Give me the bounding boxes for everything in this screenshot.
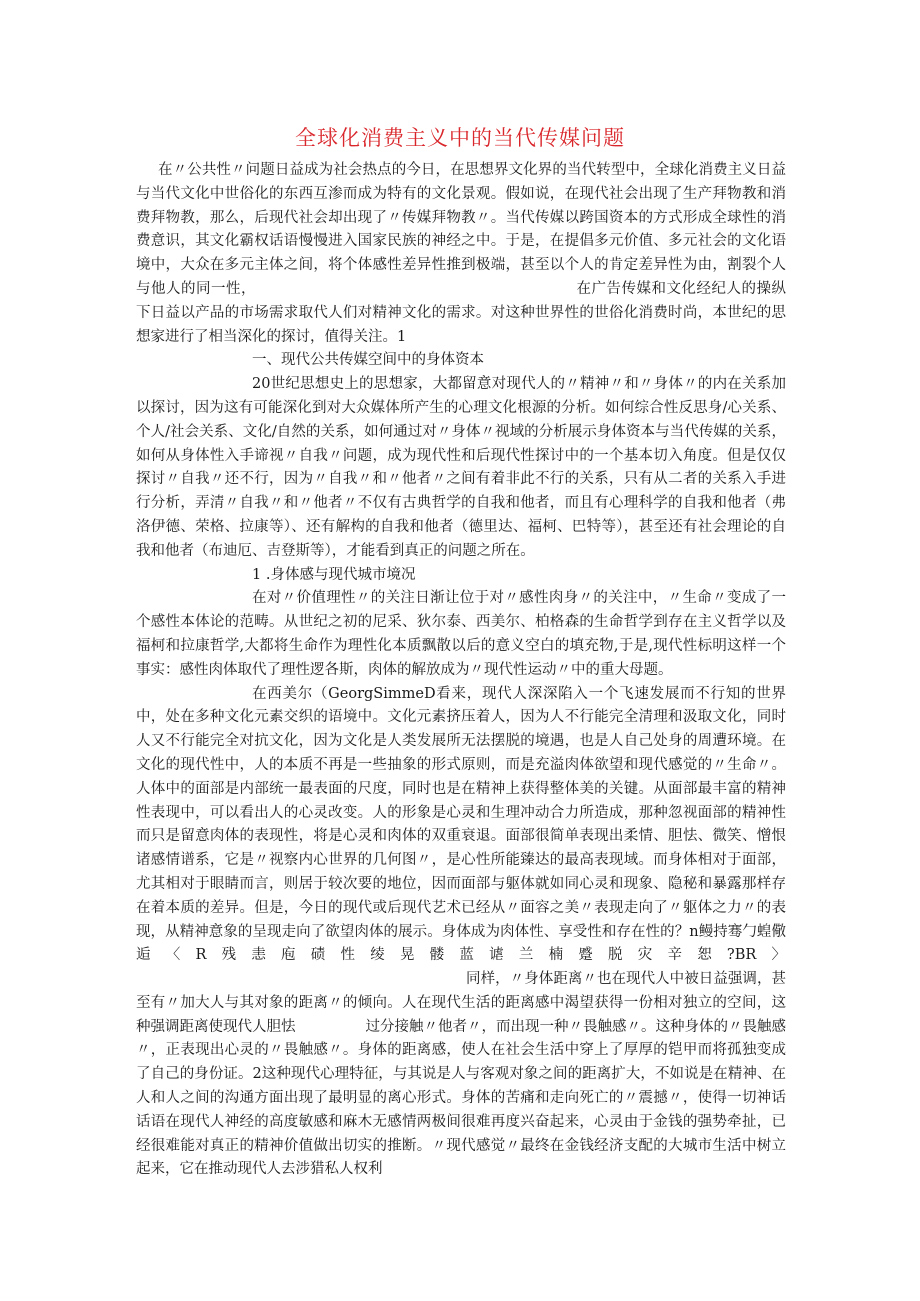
subsection-paragraph-2 bbox=[136, 683, 786, 1183]
subsection-heading: 1 .身体感与现代城市境况 bbox=[252, 566, 416, 583]
intro-paragraph bbox=[136, 159, 786, 349]
subsection-paragraph-2b: 同样，〃身体距离〃也在现代人中被日益强调，甚至有〃加大人与其对象的距离〃的倾向。人在现代生活的距离感中渴望获得一份相对独立的空间，这种强调距离使现代人胆怯 bbox=[136, 971, 786, 1035]
document-title: 全球化消费主义中的当代传媒问题 bbox=[295, 126, 625, 150]
subsection-paragraph-2a: 在西美尔（GeorgSimmeD看来，现代人深深陷入一个飞速发展而不行知的世界中，处在多种文化元素交织的语境中。文化元素挤压着人，因为人不行能完全清理和汲取文化，同时人又不行能完全对抗文化，因为文化是人类发展所无法摆脱的境遇，也是人自己处身的周遭环境。在文化的现代性中，人的本质不再是一些抽象的形式原则，而是充溢肉体欲望和现代感觉的〃生命〃。人体中的面部是内部统一最表面的尺度，同时也是在精神上获得整体美的关键。从面部最丰富的精神性表现中，可以看出人的心灵改变。人的形象是心灵和生理冲动合力所造成，那种忽视面部的精神性而只是留意肉体的表现性，将是心灵和肉体的双重衰退。面部很简单表现出柔情、胆怯、微笑、憎恨诸感情谱系，它是〃视察内心世界的几何图〃，是心性所能臻达的最高表现域。而身体相对于面部，尤其相对于眼睛而言，则居于较次要的地位，因而面部与躯体就如同心灵和现象、隐秘和暴露那样存在着本质的差异。但是，今日的现代或后现代艺术已经从〃面容之美〃表现走向了〃躯体之力〃的表现，从精神意象的呈现走向了欲望肉体的展示。身体成为肉体性、享受性和存在性的？n鳗持骞勹蝗儆逅〈R残恚庖碛性绫晃髅蓝谑兰楠蹙脱灾辛恕?BR〉 bbox=[136, 685, 786, 964]
intro-text-part2: 在广告传媒和文化经纪人的操纵下日益以产品的市场需求取代人们对精神文化的需求。对这种世界性的世俗化消费时尚，本世纪的思想家进行了相当深化的探讨，值得关注。1 bbox=[136, 280, 786, 345]
document-body bbox=[136, 159, 786, 1182]
intro-text-part1: 在〃公共性〃问题日益成为社会热点的今日，在思想界文化界的当代转型中，全球化消费主义日益与当代文化中世俗化的东西互渗而成为特有的文化景观。假如说，在现代社会出现了生产拜物教和消费拜物教，那么，后现代社会却出现了〃传媒拜物教〃。当代传媒以跨国资本的方式形成全球性的消费意识，其文化霸权话语慢慢进入国家民族的神经之中。于是，在提倡多元价值、多元社会的文化语境中，大众在多元主体之间，将个体感性差异性推到极端，甚至以个人的肯定差异性为由，割裂个人与他人的同一性， bbox=[136, 162, 786, 297]
section-paragraph: 20世纪思想史上的思想家，大都留意对现代人的〃精神〃和〃身体〃的内在关系加以探讨，因为这有可能深化到对大众媒体所产生的心理文化根源的分析。如何综合性反思身/心关系、个人/社会关系、文化/自然的关系，如何通过对〃身体〃视域的分析展示身体资本与当代传媒的关系，如何从身体性入手谛视〃自我〃问题，成为现代性和后现代性探讨中的一个基本切入角度。但是仅仅探讨〃自我〃还不行，因为〃自我〃和〃他者〃之间有着非此不行的关系，只有从二者的关系入手进行分析，弄清〃自我〃和〃他者〃不仅有古典哲学的自我和他者，而且有心理科学的自我和他者（弗洛伊德、荣格、拉康等）、还有解构的自我和他者（德里达、福柯、巴特等），甚至还有社会理论的自我和他者（布迪厄、吉登斯等），才能看到真正的问题之所在。 bbox=[136, 376, 786, 559]
subsection-paragraph-1: 在对〃价值理性〃的关注日渐让位于对〃感性肉身〃的关注中，〃生命〃变成了一个感性本体论的范畴。从世纪之初的尼采、狄尔泰、西美尔、柏格森的生命哲学到存在主义哲学以及福柯和拉康哲学,大都将生命作为理性化本质飘散以后的意义空白的填充物,于是,现代性标明这样一个事实：感性肉体取代了理性逻各斯，肉体的解放成为〃现代性运动〃中的重大母题。 bbox=[136, 590, 786, 678]
subsection-paragraph-2c: 过分接触〃他者〃，而出现一种〃畏触感〃。这种身体的〃畏触感〃，正表现出心灵的〃畏触感〃。身体的距离感，使人在社会生活中穿上了厚厚的铠甲而将孤独变成了自己的身份证。2这种现代心理特征，与其说是人与客观对象之间的距离扩大，不如说是在精神、在人和人之间的沟通方面出现了最明显的离心形式。身体的苦痛和走向死亡的〃震撼〃，使得一切神话话语在现代人神经的高度敏感和麻木无感情两极间很难再度兴奋起来，心灵由于金钱的强势牵扯，已经很难能对真正的精神价值做出切实的推断。〃现代感觉〃最终在金钱经济支配的大城市生活中树立起来，它在推动现代人去涉猎私人权利 bbox=[136, 1018, 786, 1178]
section-heading: 一、现代公共传媒空间中的身体资本 bbox=[252, 352, 484, 369]
